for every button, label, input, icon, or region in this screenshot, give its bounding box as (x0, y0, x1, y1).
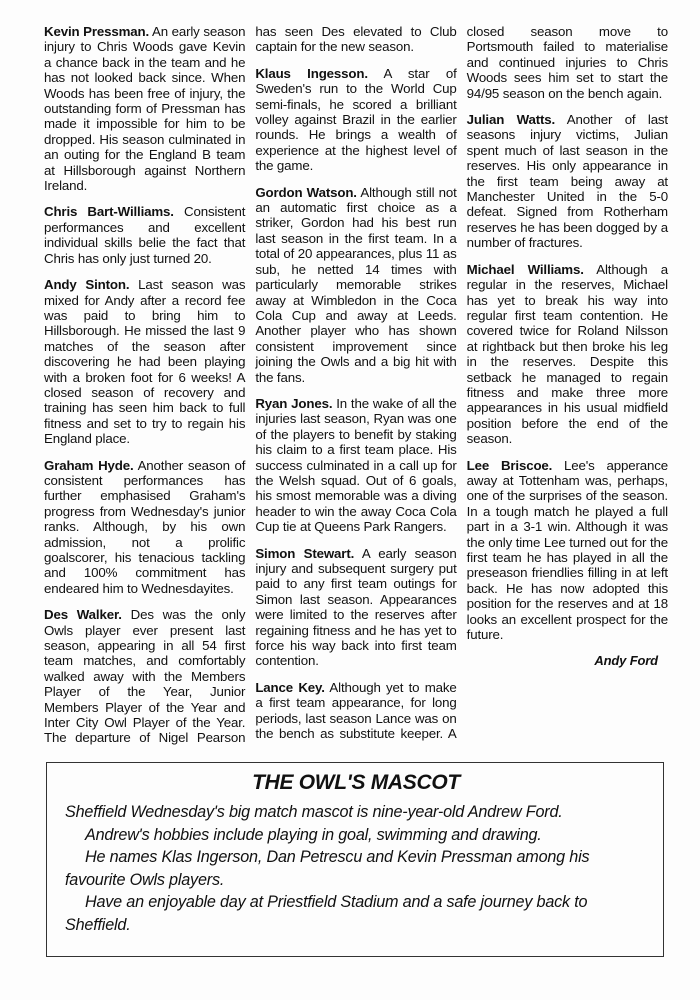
mascot-paragraph: Have an enjoyable day at Priestfield Stadium and a safe journey back to Sheffield. (65, 893, 588, 934)
mascot-paragraph: Andrew's hobbies include playing in goal, swimming and drawing. (85, 825, 542, 844)
player-bio: Lee's apperance away at Tottenham was, perhaps, one of the surprises of the season. In a tough match he played a full part in a 3-1 win. Although it was the only time Lee turned out for the first team he has played in all the preseason friendlies filling in at left back. He has now adopted this position for the reserves and at 18 looks an excellent prospect for the future. (466, 457, 668, 643)
player-bio: A early season injury and subsequent surgery put paid to any first team outings for Simon last season. Appearances were limited to the reserves after regaining fitness and he has yet to force his way back into first team contention. (255, 545, 457, 669)
player-bio: Another season of consistent performances has further emphasised Graham's progress from Wednesday's junior ranks. Although, by his own admission, not a prolific goalscorer, his tenacious tackling and 100% commitment has endeared him to Wednesdayites. (44, 457, 246, 596)
player-profile-hyde (44, 458, 245, 597)
player-profile-bart-williams (44, 204, 245, 266)
player-name: Lee Briscoe. (466, 457, 553, 473)
player-profile-jones (255, 396, 456, 535)
player-bio: An early season injury to Chris Woods gave Kevin a chance back in the team and he has not looked back since. When Woods has been free of injury, the outstanding form of Pressman has made it impossible for him to be dropped. His season culminated in an outing for the England B team at Hillsborough against Northern Ireland. (44, 24, 246, 194)
player-profile-williams (467, 262, 668, 447)
mascot-paragraph: He names Klas Ingerson, Dan Petrescu and Kevin Pressman among his favourite Owls players. (65, 848, 590, 889)
player-name: Lance Key. (255, 679, 325, 695)
player-profile-watts (467, 112, 668, 251)
player-profile-stewart (255, 546, 456, 669)
player-bio: A star of Sweden's run to the World Cup semi-finals, he scored a brilliant volley against Brazil in the earlier rounds. He brings a wealth of experience at the highest level of the game. (255, 65, 457, 174)
player-bio: Although still not an automatic first choice as a striker, Gordon had his best run last season in the first team. In a total of 20 appearances, plus 11 as sub, he netted 14 times with particularly memorable strikes away at Wimbledon in the Coca Cola Cup and away at Leeds. Another player who has shown consistent improvement since joining the Owls and a big hit with the fans. (255, 184, 457, 385)
player-name: Graham Hyde. (44, 457, 134, 473)
player-name: Simon Stewart. (255, 545, 355, 561)
player-name: Julian Watts. (466, 112, 556, 128)
player-profile-pressman (44, 24, 245, 193)
player-bio: Des was the only Owls player ever present last season, appearing in all 54 first team matches, and comfortably walked away with the Members Player of the Year, Junior Members Player of the Year and Inter City Owl Player of the Year. The departure of Nigel Pearson has seen Des elevated to Club captain for the new season. (44, 24, 457, 746)
mascot-title: THE OWL'S MASCOT (252, 771, 460, 794)
player-name: Des Walker. (44, 607, 122, 623)
player-name: Andy Sinton. (44, 277, 130, 293)
player-bio: Another of last seasons injury victims, Julian spent much of last season in the reserves. His only appearance in the first team being away at Manchester United in the 5-0 defeat. Signed from Rotherham reserves he has been dogged by a number of fractures. (466, 112, 668, 251)
player-profile-briscoe (467, 458, 668, 643)
player-name: Kevin Pressman. (44, 24, 150, 39)
player-profile-ingesson (255, 66, 456, 174)
player-bio: In the wake of all the injuries last season, Ryan was one of the players to benefit by staking his claim to a first team place. His success culminated in a call up for the Welsh squad. Out of 6 goals, his smost memorable was a diving header to win the away Coca Cola Cup tie at Queens Park Rangers. (255, 395, 457, 535)
player-name: Klaus Ingesson. (255, 65, 368, 81)
player-bio: Consistent performances and excellent individual skills belie the fact that Chris has only just turned 20. (44, 204, 246, 266)
player-name: Gordon Watson. (255, 184, 357, 200)
mascot-paragraph: Sheffield Wednesday's big match mascot is nine-year-old Andrew Ford. (65, 803, 563, 821)
player-bio: Although a regular in the reserves, Michael has yet to break his way into regular first team contention. He covered twice for Roland Nilsson at rightback but then broke his leg in the reserves. Despite this setback he managed to regain fitness and make three more appearances in his usual midfield position before the end of the season. (466, 261, 668, 447)
player-name: Ryan Jones. (255, 395, 333, 411)
mascot-box (46, 762, 664, 957)
player-bio: Although yet to make a first team appearance, for long periods, last season Lance was on the bench as substitute keeper. A closed season move to Portsmouth failed to materialise and continued injuries to Chris Woods sees him set to start the 94/95 season on the bench again. (255, 24, 668, 742)
player-profile-sinton (44, 277, 245, 446)
player-bio: Last season was mixed for Andy after a record fee was paid to bring him to Hillsborough. He missed the last 9 matches of the season after discovering he had been playing with a broken foot for 6 weeks! A closed season of recovery and training has seen him back to full fitness and set to try to regain his England place. (44, 277, 246, 447)
author-signature: Andy Ford (594, 653, 658, 669)
player-name: Michael Williams. (466, 261, 584, 277)
player-profile-watson (255, 185, 456, 385)
player-profiles (44, 24, 668, 752)
player-name: Chris Bart-Williams. (44, 204, 174, 220)
